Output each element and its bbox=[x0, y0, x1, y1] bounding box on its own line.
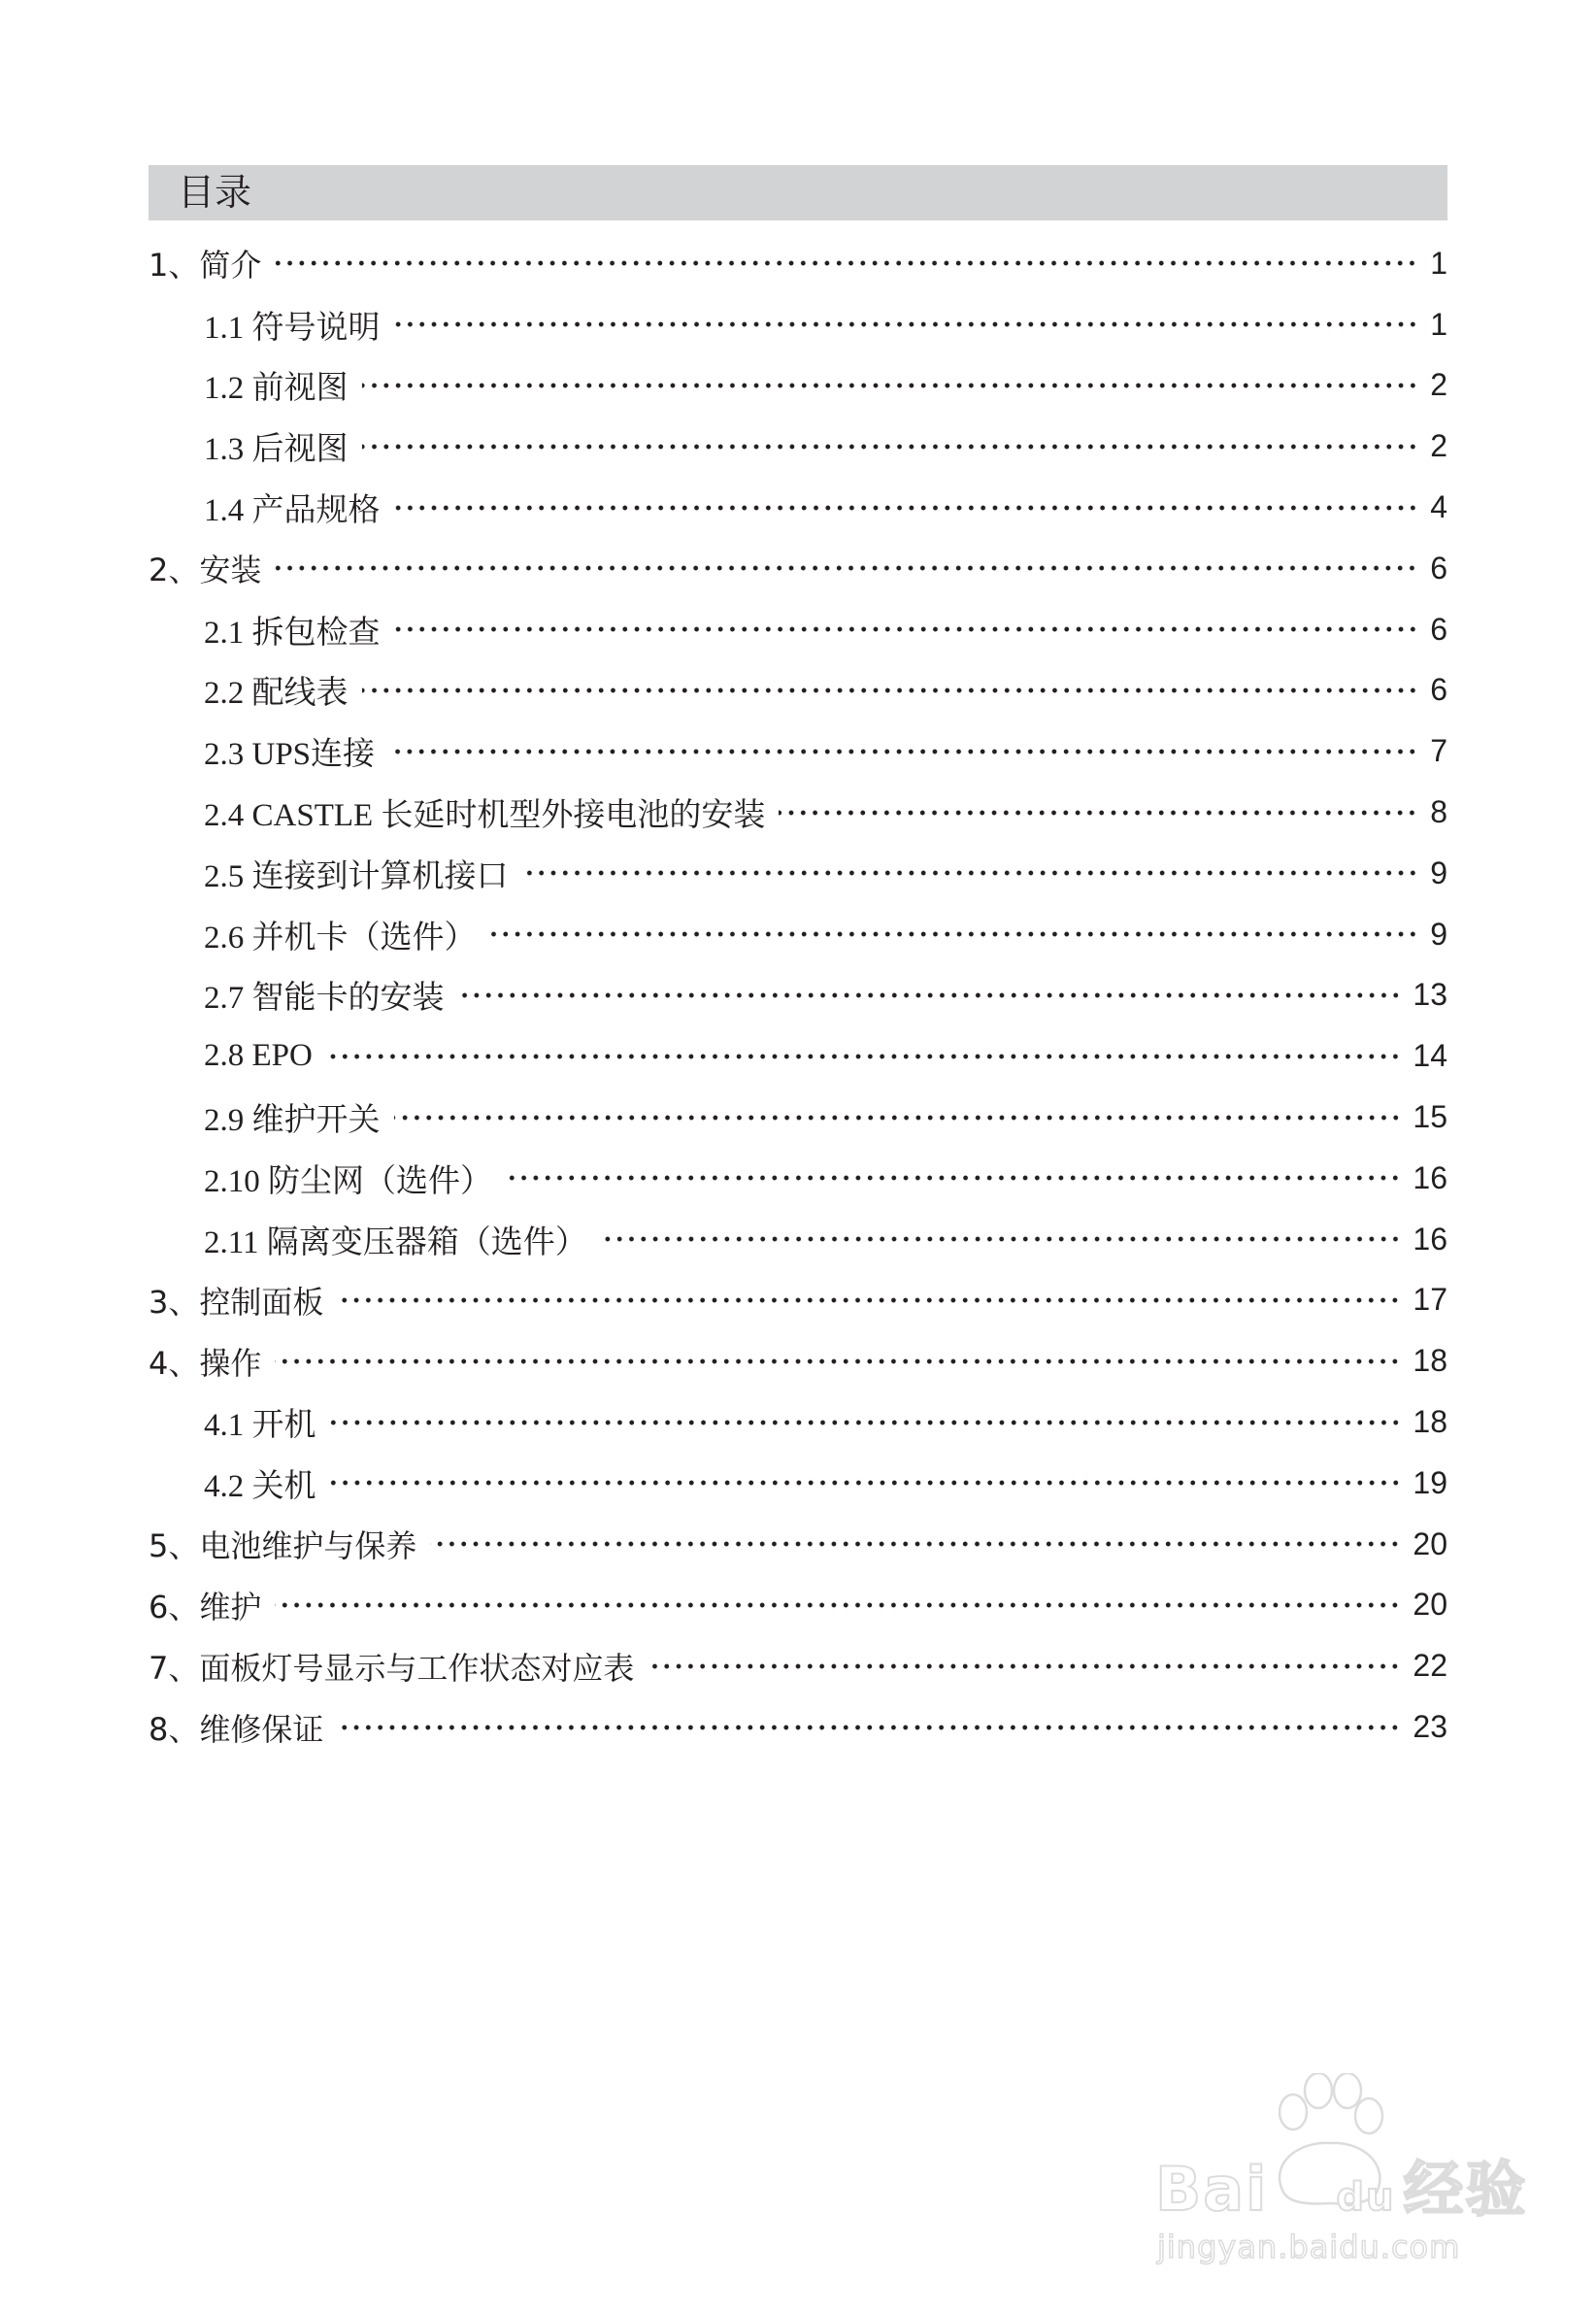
table-of-contents bbox=[149, 233, 1447, 1758]
toc-entry[interactable] bbox=[149, 1270, 1447, 1331]
toc-entry-label: 2、安装 bbox=[149, 552, 262, 589]
toc-entry-label: 2.5 连接到计算机接口 bbox=[204, 858, 509, 894]
toc-entry-label: 1.2 前视图 bbox=[204, 371, 349, 407]
dot-leader bbox=[601, 1236, 1402, 1242]
toc-entry-page: 7 bbox=[1430, 733, 1447, 769]
toc-title: 目录 bbox=[178, 171, 252, 214]
toc-entry-page: 18 bbox=[1413, 1404, 1447, 1440]
toc-entry-page: 1 bbox=[1430, 245, 1447, 281]
dot-leader bbox=[506, 1175, 1401, 1181]
dot-leader bbox=[522, 870, 1419, 876]
toc-entry-page: 15 bbox=[1413, 1099, 1447, 1135]
dot-leader bbox=[330, 1420, 1402, 1425]
toc-entry-page: 1 bbox=[1430, 306, 1447, 342]
watermark-brand bbox=[1155, 2141, 1527, 2228]
toc-entry-page: 9 bbox=[1430, 916, 1447, 952]
dot-leader bbox=[394, 505, 1419, 511]
toc-entry-label: 2.6 并机卡（选件） bbox=[204, 920, 477, 955]
toc-entry[interactable] bbox=[149, 355, 1447, 417]
dot-leader bbox=[394, 626, 1419, 632]
watermark-brand-mid: du bbox=[1336, 2175, 1396, 2220]
toc-entry-page: 17 bbox=[1413, 1282, 1447, 1318]
dot-leader bbox=[275, 565, 1418, 571]
toc-entry[interactable] bbox=[149, 599, 1447, 660]
toc-entry-label: 2.1 拆包检查 bbox=[204, 615, 381, 651]
toc-entry-label: 1、简介 bbox=[149, 247, 262, 285]
toc-entry-page: 14 bbox=[1413, 1038, 1447, 1074]
toc-entry-label: 2.8 EPO bbox=[204, 1038, 313, 1074]
dot-leader bbox=[275, 260, 1418, 266]
toc-entry-label: 1.3 后视图 bbox=[204, 432, 349, 468]
toc-entry[interactable] bbox=[149, 1148, 1447, 1209]
toc-entry[interactable] bbox=[149, 416, 1447, 477]
dot-leader bbox=[394, 321, 1419, 327]
dot-leader bbox=[275, 1602, 1401, 1608]
toc-entry[interactable] bbox=[149, 233, 1447, 294]
toc-entry-page: 6 bbox=[1430, 611, 1447, 647]
dot-leader bbox=[330, 1480, 1402, 1486]
toc-entry[interactable] bbox=[149, 1514, 1447, 1575]
toc-entry-label: 2.4 CASTLE 长延时机型外接电池的安装 bbox=[204, 798, 766, 834]
watermark-brand-right: 经验 bbox=[1403, 2154, 1528, 2225]
dot-leader bbox=[458, 992, 1402, 998]
toc-entry-page: 19 bbox=[1413, 1464, 1447, 1500]
toc-entry-label: 1.1 符号说明 bbox=[204, 310, 381, 346]
toc-entry[interactable] bbox=[149, 1635, 1447, 1696]
toc-entry-page: 4 bbox=[1430, 489, 1447, 525]
toc-header-bar bbox=[149, 165, 1447, 220]
toc-entry-label: 2.2 配线表 bbox=[204, 676, 349, 712]
toc-entry[interactable] bbox=[149, 1453, 1447, 1514]
toc-entry[interactable] bbox=[149, 1087, 1447, 1148]
dot-leader bbox=[362, 383, 1419, 388]
toc-entry[interactable] bbox=[149, 1575, 1447, 1636]
dot-leader bbox=[779, 810, 1418, 816]
toc-entry-page: 2 bbox=[1430, 428, 1447, 464]
dot-leader bbox=[648, 1663, 1401, 1669]
toc-entry-label: 6、维护 bbox=[149, 1588, 262, 1626]
toc-entry-page: 16 bbox=[1413, 1159, 1447, 1195]
toc-entry-label: 8、维修保证 bbox=[149, 1710, 324, 1748]
toc-entry-page: 8 bbox=[1430, 794, 1447, 830]
toc-entry-label: 4.2 关机 bbox=[204, 1468, 316, 1504]
toc-entry[interactable] bbox=[149, 721, 1447, 782]
toc-entry-label: 4.1 开机 bbox=[204, 1408, 316, 1444]
toc-entry-page: 18 bbox=[1413, 1343, 1447, 1379]
dot-leader bbox=[394, 1115, 1402, 1121]
toc-entry-label: 1.4 产品规格 bbox=[204, 493, 381, 529]
toc-entry-label: 7、面板灯号显示与工作状态对应表 bbox=[149, 1649, 635, 1687]
toc-entry-label: 2.10 防尘网（选件） bbox=[204, 1163, 492, 1199]
toc-entry-page: 20 bbox=[1413, 1587, 1447, 1623]
toc-entry-page: 22 bbox=[1413, 1648, 1447, 1684]
toc-entry-label: 2.11 隔离变压器箱（选件） bbox=[204, 1224, 587, 1260]
toc-entry-label: 3、控制面板 bbox=[149, 1283, 324, 1321]
toc-entry[interactable] bbox=[149, 1696, 1447, 1758]
toc-entry[interactable] bbox=[149, 1209, 1447, 1270]
baidu-jingyan-watermark bbox=[1136, 2073, 1528, 2265]
toc-entry[interactable] bbox=[149, 294, 1447, 355]
toc-entry-label: 2.9 维护开关 bbox=[204, 1103, 381, 1139]
toc-entry-label: 4、操作 bbox=[149, 1344, 262, 1382]
dot-leader bbox=[337, 1725, 1401, 1730]
toc-entry-label: 5、电池维护与保养 bbox=[149, 1527, 417, 1565]
dot-leader bbox=[326, 1054, 1402, 1059]
toc-entry-page: 6 bbox=[1430, 550, 1447, 586]
toc-entry[interactable] bbox=[149, 782, 1447, 843]
dot-leader bbox=[490, 931, 1419, 937]
dot-leader bbox=[275, 1358, 1401, 1364]
toc-entry[interactable] bbox=[149, 904, 1447, 965]
toc-entry-page: 16 bbox=[1413, 1221, 1447, 1257]
toc-entry[interactable] bbox=[149, 477, 1447, 538]
toc-entry-page: 9 bbox=[1430, 855, 1447, 890]
toc-entry[interactable] bbox=[149, 660, 1447, 721]
toc-entry-page: 6 bbox=[1430, 672, 1447, 708]
toc-entry[interactable] bbox=[149, 843, 1447, 904]
toc-entry-page: 2 bbox=[1430, 367, 1447, 403]
dot-leader bbox=[430, 1541, 1401, 1547]
toc-entry[interactable] bbox=[149, 965, 1447, 1026]
dot-leader bbox=[362, 687, 1419, 693]
watermark-url: jingyan.baidu.com bbox=[1157, 2229, 1461, 2265]
toc-entry[interactable] bbox=[149, 1025, 1447, 1087]
watermark-brand-left: Bai bbox=[1155, 2154, 1269, 2225]
toc-entry[interactable] bbox=[149, 538, 1447, 599]
dot-leader bbox=[388, 749, 1418, 754]
toc-entry-page: 13 bbox=[1413, 977, 1447, 1013]
toc-entry-page: 23 bbox=[1413, 1709, 1447, 1745]
dot-leader bbox=[362, 444, 1419, 450]
toc-entry-label: 2.3 UPS连接 bbox=[204, 737, 376, 773]
toc-entry[interactable] bbox=[149, 1391, 1447, 1453]
toc-entry-page: 20 bbox=[1413, 1525, 1447, 1561]
dot-leader bbox=[337, 1297, 1401, 1303]
toc-entry[interactable] bbox=[149, 1330, 1447, 1391]
toc-entry-label: 2.7 智能卡的安装 bbox=[204, 981, 445, 1017]
